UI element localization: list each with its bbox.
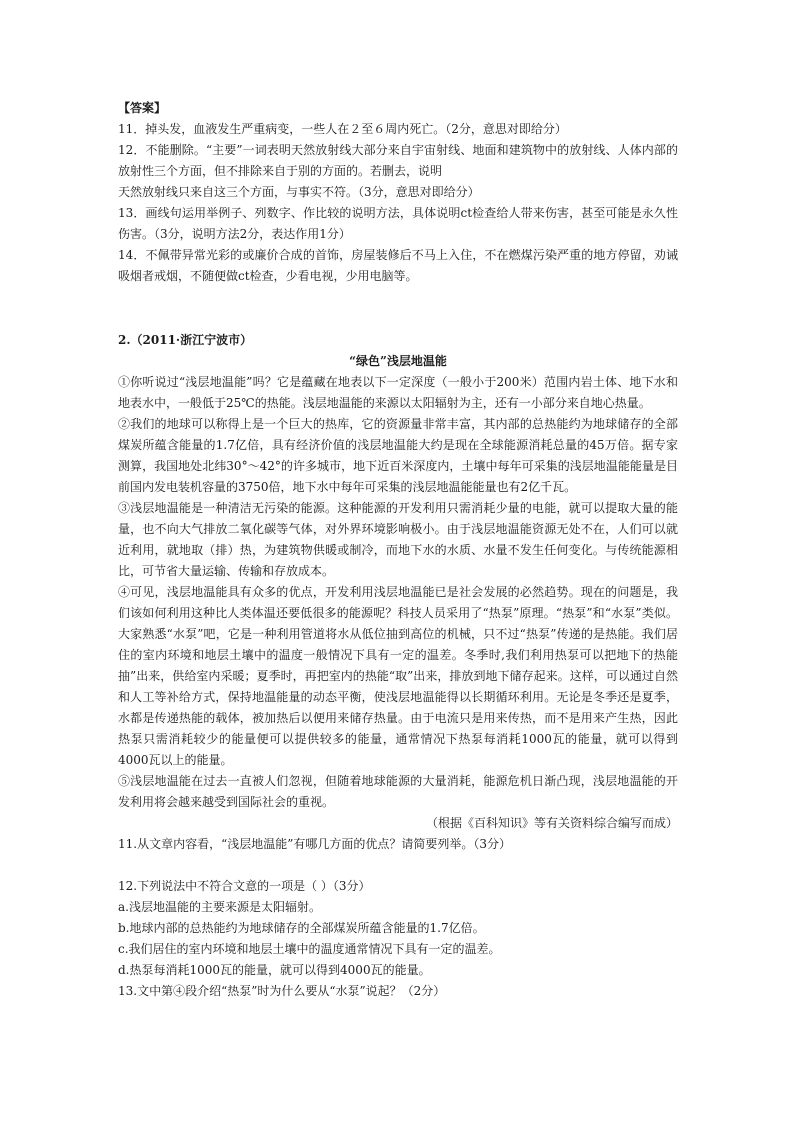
- passage-title: “绿色”浅层地温能: [349, 354, 447, 368]
- passage-paragraph-1: ①你听说过“浅层地温能”吗？它是蕴藏在地表以下一定深度（一般小于200米）范围内岩土体、地下水和地表水中，一般低于25℃的热能。浅层地温能的来源以太阳辐射为主，还有一小部分来自地心热量。: [118, 375, 678, 410]
- passage-source-label: 2.（2011·浙江宁波市）: [118, 333, 253, 347]
- answer-q12-line2: 天然放射线只来自这三个方面，与事实不符。（3分，意思对即给分）: [118, 185, 480, 199]
- question-11: 11.从文章内容看，“浅层地温能”有哪几方面的优点？请简要列举。（3分）: [118, 837, 511, 851]
- passage-paragraph-3: ③浅层地温能是一种清洁无污染的能源。这种能源的开发利用只需消耗少量的电能，就可以提取大量的能量，也不向大气排放二氧化碳等气体，对外界环境影响极小。由于浅层地温能资源无处不在，人们可以就近利用，就地取（排）热，为建筑物供暖或制冷，而地下水的水质、水量不发生任何变化。与传统能源相比，可节省大量运输、传输和存放成本。: [118, 501, 678, 578]
- questions-section: [118, 876, 678, 1002]
- passage-paragraph-4: ④可见，浅层地温能具有众多的优点，开发利用浅层地温能已是社会发展的必然趋势。现在的问题是，我们该如何利用这种比人类体温还要低很多的能源呢？科技人员采用了“热泵”原理。“热泵”和“水泵”类似。大家熟悉“水泵”吧，它是一种利用管道将水从低位抽到高位的机械，只不过“热泵”传递的是热能。我们居住的室内环境和地层土壤中的温度一般情况下具有一定的温差。冬季时,我们利用热泵可以把地下的热能抽”出来，供给室内采暖；夏季时，再把室内的热能“取”出来，排放到地下储存起来。这样，可以通过自然和人工等补给方式，保持地温能量的动态平衡，使浅层地温能得以长期循环利用。无论是冬季还是夏季，水都是传递热能的载体，被加热后以便用来储存热量。由于电流只是用来传热，而不是用来产生热，因此热泵只需消耗较少的能量便可以提供较多的能量，通常情况下热泵每消耗1000瓦的能量，就可以得到4000瓦以上的能量。: [118, 585, 678, 767]
- question-12-option-a: a.浅层地温能的主要来源是太阳辐射。: [118, 900, 321, 914]
- question-12-option-c: c.我们居住的室内环境和地层土壤中的温度通常情况下具有一定的温差。: [118, 942, 501, 956]
- question-12-stem: 12.下列说法中不符合文意的一项是（ ）（3分）: [118, 879, 371, 893]
- answer-q12-line1: 12．不能删除。“主要”一词表明天然放射线大部分来自宇宙射线、地面和建筑物中的放射线、人体内部的放射性三个方面，但不排除来自于别的方面的。若删去，说明: [118, 143, 678, 178]
- answer-q13: 13．画线句运用举例子、列数字、作比较的说明方法，具体说明ct检查给人带来伤害，甚至可能是永久性伤害。（3分，说明方法2分，表达作用1分）: [118, 206, 678, 241]
- question-13: 13.文中第④段介绍“热泵”时为什么要从“水泵”说起？（2分）: [118, 984, 446, 998]
- passage-section: [118, 330, 678, 855]
- answer-q14: 14．不佩带异常光彩的或廉价合成的首饰，房屋装修后不马上入住，不在燃煤污染严重的地方停留，劝诫吸烟者戒烟，不随便做ct检查，少看电视，少用电脑等。: [118, 248, 678, 283]
- question-12-option-b: b.地球内部的总热能约为地球储存的全部煤炭所蕴含能量的1.7亿倍。: [118, 921, 485, 935]
- passage-paragraph-5: ⑤浅层地温能在过去一直被人们忽视，但随着地球能源的大量消耗，能源危机日渐凸现，浅层地温能的开发利用将会越来越受到国际社会的重视。: [118, 774, 678, 809]
- passage-citation: （根据《百科知识》等有关资料综合编写而成）: [425, 816, 678, 830]
- passage-paragraph-2: ②我们的地球可以称得上是一个巨大的热库，它的资源量非常丰富，其内部的总热能约为地球储存的全部煤炭所蕴含能量的1.7亿倍，具有经济价值的浅层地温能大约是现在全球能源消耗总量的45万倍。据专家测算，我国地处北纬30°～42°的许多城市，地下近百米深度内，土壤中每年可采集的浅层地温能能量是目前国内发电装机容量的3750倍，地下水中每年可采集的浅层地温能能量也有2亿千瓦。: [118, 417, 678, 494]
- answer-heading: 【答案】: [118, 101, 167, 115]
- answer-q11: 11．掉头发，血液发生严重病变，一些人在２至６周内死亡。（2分，意思对即给分）: [118, 122, 567, 136]
- question-12-option-d: d.热泵每消耗1000瓦的能量，就可以得到4000瓦的能量。: [118, 963, 431, 977]
- answer-section: [118, 98, 678, 287]
